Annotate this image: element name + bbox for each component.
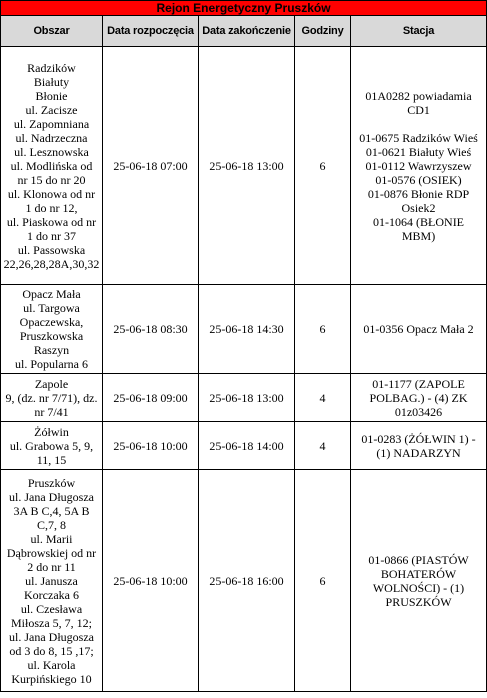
title-row <box>1 1 487 16</box>
end-cell: 25-06-18 14:00 <box>199 422 295 470</box>
hours-cell: 6 <box>295 47 351 285</box>
end-cell: 25-06-18 13:00 <box>199 47 295 285</box>
table-row <box>1 422 487 470</box>
area-cell: Zapole 9, (dz. nr 7/71), dz. nr 7/41 <box>1 374 103 422</box>
start-cell: 25-06-18 10:00 <box>103 470 199 692</box>
area-cell: Radzików Białuty Błonie ul. Zacisze ul. Zapomniana ul. Nadrzeczna ul. Lesznowska ul. Modlińska od nr 15 do nr 20 ul. Klonowa od nr 1 do nr 12, ul. Piaskowa od nr 1 do nr 37 ul. Passowska 22,26,28,28A,30,32 <box>1 47 103 285</box>
start-cell: 25-06-18 07:00 <box>103 47 199 285</box>
end-cell: 25-06-18 13:00 <box>199 374 295 422</box>
start-cell: 25-06-18 09:00 <box>103 374 199 422</box>
station-cell: 01-0283 (ŻÓŁWIN 1) - (1) NADARZYN <box>351 422 487 470</box>
header-station: Stacja <box>351 16 487 47</box>
table-row <box>1 285 487 374</box>
table-row <box>1 374 487 422</box>
station-cell: 01A0282 powiadamia CD1 01-0675 Radzików Wieś 01-0621 Białuty Wieś 01-0112 Wawrzyszew 01-0576 (OSIEK) 01-0876 Błonie RDP Osiek2 01-1064 (BŁONIE MBM) <box>351 47 487 285</box>
hours-cell: 4 <box>295 422 351 470</box>
end-cell: 25-06-18 16:00 <box>199 470 295 692</box>
hours-cell: 6 <box>295 470 351 692</box>
table-row <box>1 470 487 692</box>
header-area: Obszar <box>1 16 103 47</box>
area-cell: Pruszków ul. Jana Długosza 3A B C,4, 5A B C,7, 8 ul. Marii Dąbrowskiej od nr 2 do nr 11 ul. Janusza Korczaka 6 ul. Czesława Miłosza 5, 7, 12; ul. Jana Długosza od 3 do 8, 15 ,17; ul. Karola Kurpińskiego 10 <box>1 470 103 692</box>
header-end-date: Data zakończenie <box>199 16 295 47</box>
table-title: Rejon Energetyczny Pruszków <box>1 1 487 16</box>
table-row <box>1 47 487 285</box>
start-cell: 25-06-18 08:30 <box>103 285 199 374</box>
hours-cell: 6 <box>295 285 351 374</box>
area-cell: Opacz Mała ul. Targowa Opaczewska, Pruszkowska Raszyn ul. Popularna 6 <box>1 285 103 374</box>
area-cell: Żółwin ul. Grabowa 5, 9, 11, 15 <box>1 422 103 470</box>
header-row <box>1 16 487 47</box>
hours-cell: 4 <box>295 374 351 422</box>
station-cell: 01-1177 (ZAPOLE POLBAG.) - (4) ZK 01z03426 <box>351 374 487 422</box>
end-cell: 25-06-18 14:30 <box>199 285 295 374</box>
header-hours: Godziny <box>295 16 351 47</box>
header-start-date: Data rozpoczęcia <box>103 16 199 47</box>
station-cell: 01-0356 Opacz Mała 2 <box>351 285 487 374</box>
station-cell: 01-0866 (PIASTÓW BOHATERÓW WOLNOŚCI) - (1) PRUSZKÓW <box>351 470 487 692</box>
start-cell: 25-06-18 10:00 <box>103 422 199 470</box>
